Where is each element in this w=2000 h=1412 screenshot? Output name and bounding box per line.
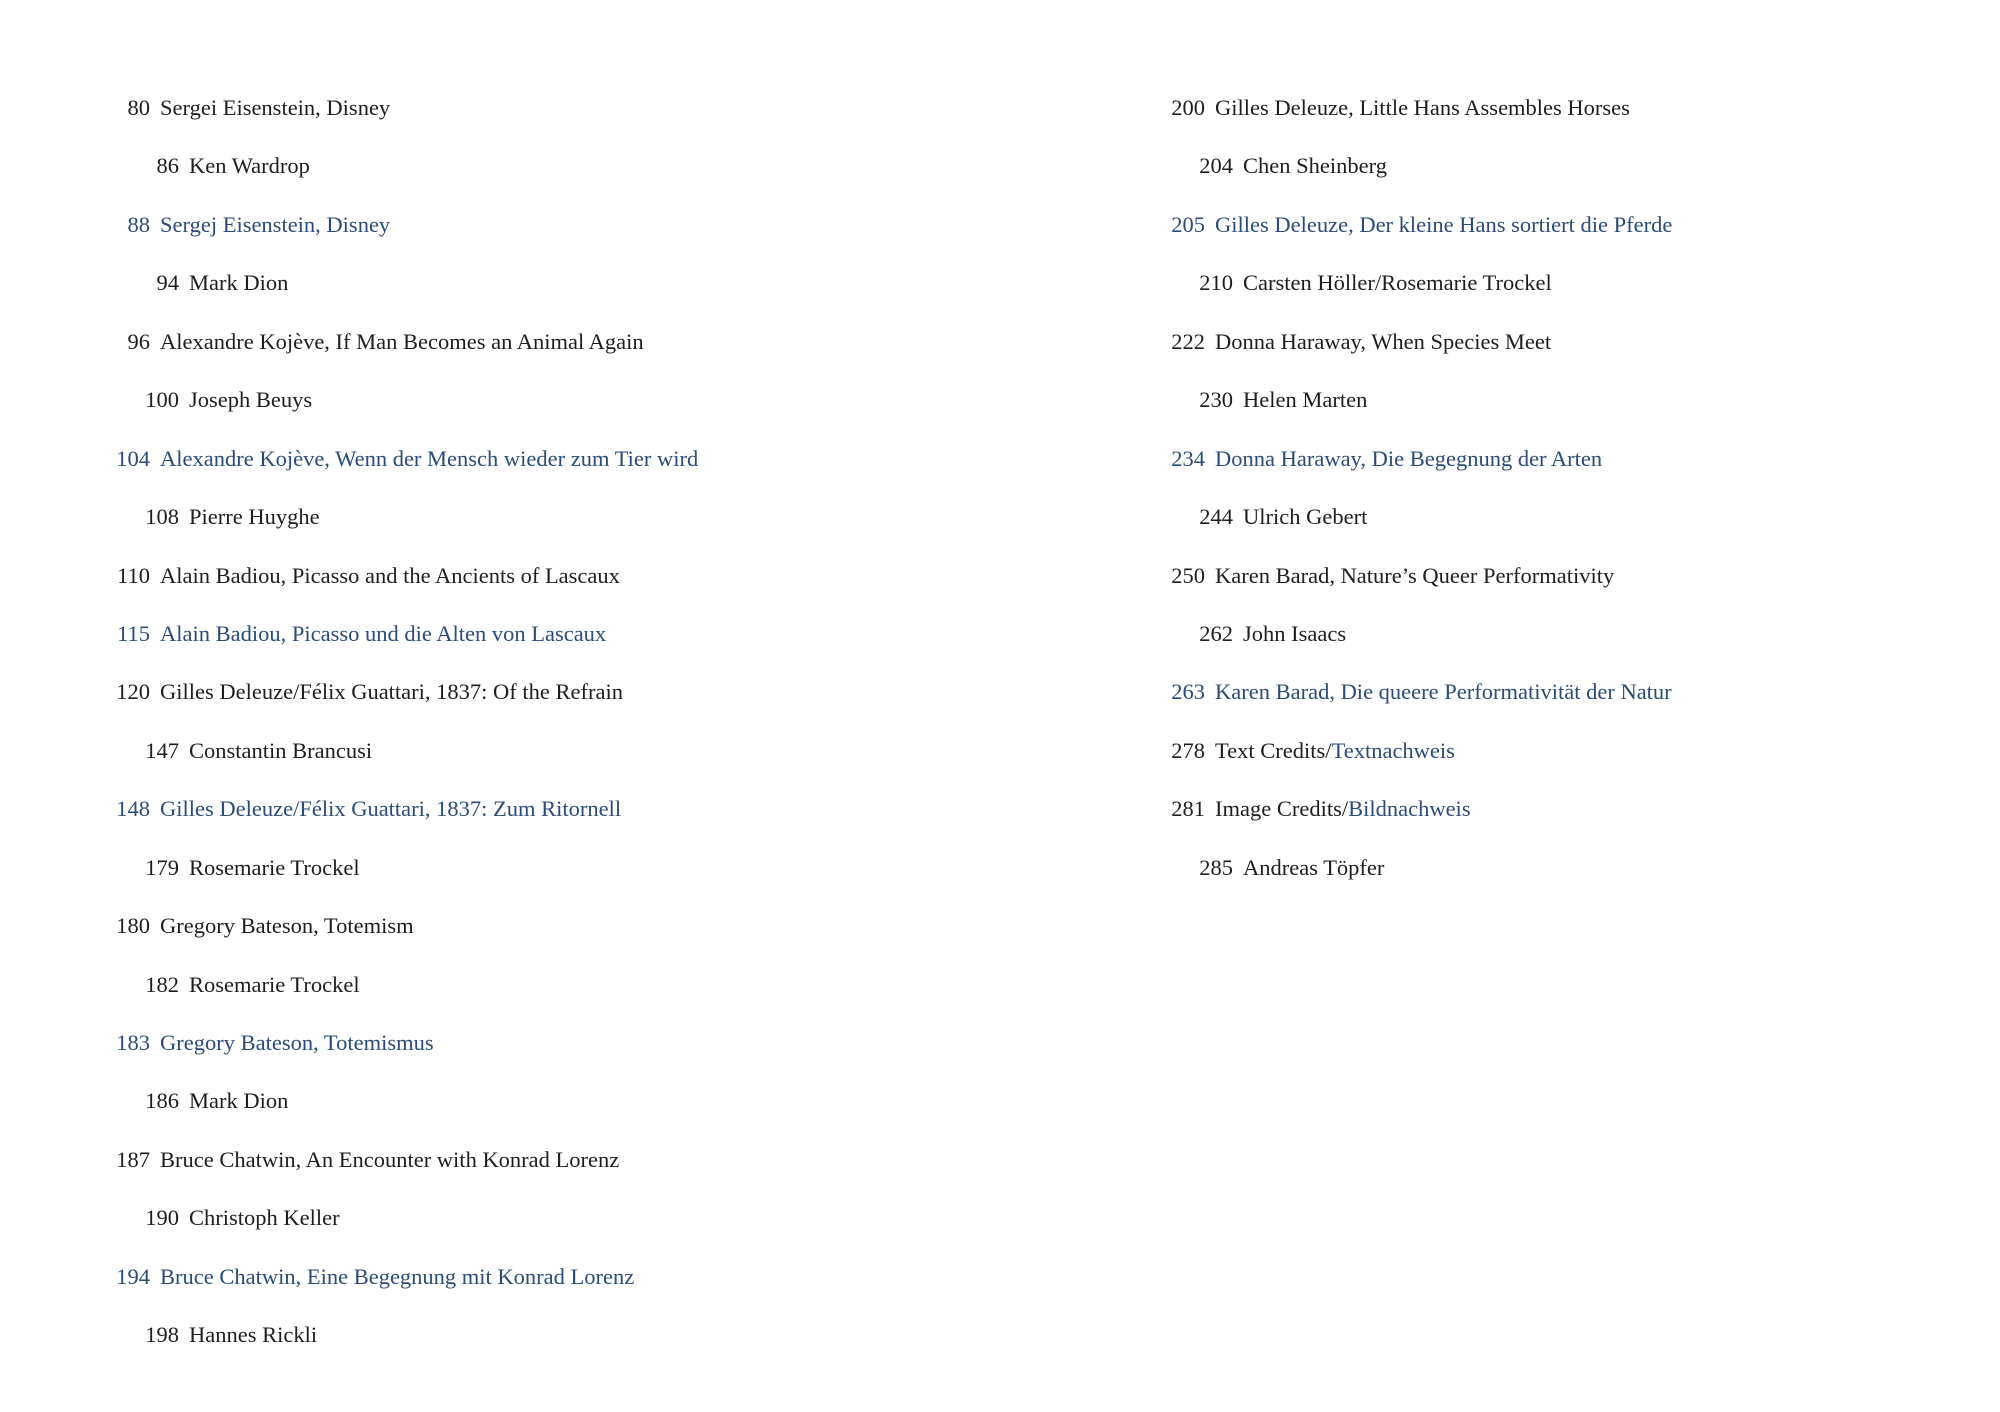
toc-entry-artist[interactable] — [60, 1198, 698, 1256]
toc-page-number: 194 — [116, 1263, 150, 1289]
toc-entry-text[interactable] — [60, 322, 698, 380]
toc-page-number: 120 — [116, 679, 150, 705]
toc-entry-artist[interactable] — [60, 731, 698, 789]
toc-title: Alexandre Kojève, Wenn der Mensch wieder zum Tier wird — [160, 445, 699, 471]
toc-title: Alain Badiou, Picasso and the Ancients of Lascaux — [160, 562, 620, 588]
toc-title: Christoph Keller — [189, 1205, 340, 1231]
toc-entry-text[interactable] — [1110, 88, 1672, 146]
toc-entry-text[interactable] — [60, 1023, 698, 1081]
toc-entry-text[interactable] — [60, 906, 698, 964]
toc-title: Joseph Beuys — [189, 387, 313, 413]
toc-left-column — [60, 88, 698, 1374]
toc-title: Andreas Töpfer — [1243, 854, 1385, 880]
toc-title: Hannes Rickli — [189, 1322, 318, 1348]
toc-page-number: 204 — [1199, 153, 1233, 179]
toc-title: Rosemarie Trockel — [189, 854, 360, 880]
toc-title: Gilles Deleuze/Félix Guattari, 1837: Of the Refrain — [160, 679, 623, 705]
toc-title: Gilles Deleuze/Félix Guattari, 1837: Zum Ritornell — [160, 796, 622, 822]
toc-title: Ken Wardrop — [189, 153, 310, 179]
toc-entry-artist[interactable] — [1110, 263, 1672, 321]
toc-title: Alexandre Kojève, If Man Becomes an Animal Again — [160, 328, 644, 354]
toc-title: Sergej Eisenstein, Disney — [160, 211, 391, 237]
toc-page-number: 148 — [116, 796, 150, 822]
toc-page-number: 147 — [145, 737, 179, 763]
toc-title: Rosemarie Trockel — [189, 971, 360, 997]
toc-entry-text[interactable] — [1110, 439, 1672, 497]
toc-page-number: 115 — [117, 620, 150, 646]
toc-page-number: 187 — [116, 1146, 150, 1172]
toc-entry-text[interactable] — [60, 672, 698, 730]
toc-title: Donna Haraway, When Species Meet — [1215, 328, 1552, 354]
toc-title-english: Text Credits/ — [1215, 737, 1332, 763]
toc-title-german: Bildnachweis — [1348, 796, 1471, 822]
toc-page-number: 222 — [1171, 328, 1205, 354]
toc-title: Mark Dion — [189, 270, 289, 296]
toc-page-number: 100 — [145, 387, 179, 413]
toc-entry-text[interactable] — [1110, 205, 1672, 263]
toc-entry-artist[interactable] — [60, 1315, 698, 1373]
toc-page-number: 108 — [145, 504, 179, 530]
toc-title: Gilles Deleuze, Little Hans Assembles Horses — [1215, 95, 1630, 120]
toc-title: Sergei Eisenstein, Disney — [160, 95, 391, 120]
toc-entry-text[interactable] — [60, 439, 698, 497]
toc-page-number: 210 — [1199, 270, 1233, 296]
toc-title: Gilles Deleuze, Der kleine Hans sortiert die Pferde — [1215, 211, 1673, 237]
toc-entry-artist[interactable] — [1110, 497, 1672, 555]
toc-title: Gregory Bateson, Totemism — [160, 913, 414, 939]
toc-title: Carsten Höller/Rosemarie Trockel — [1243, 270, 1552, 296]
toc-title: Donna Haraway, Die Begegnung der Arten — [1215, 445, 1603, 471]
toc-title: John Isaacs — [1243, 620, 1347, 646]
toc-page-number: 262 — [1199, 620, 1233, 646]
toc-title: Pierre Huyghe — [189, 504, 320, 530]
toc-entry-artist[interactable] — [60, 965, 698, 1023]
toc-entry-text[interactable] — [1110, 672, 1672, 730]
toc-page-number: 230 — [1199, 387, 1233, 413]
toc-entry-artist[interactable] — [1110, 848, 1672, 906]
toc-entry-artist[interactable] — [1110, 614, 1672, 672]
toc-page-number: 182 — [145, 971, 179, 997]
toc-entry-text[interactable] — [60, 88, 698, 146]
toc-entry-text[interactable] — [60, 789, 698, 847]
toc-title: Gregory Bateson, Totemismus — [160, 1030, 434, 1055]
toc-entry-text[interactable] — [1110, 731, 1672, 789]
toc-page-number: 281 — [1171, 796, 1205, 822]
toc-title: Karen Barad, Die queere Performativität der Natur — [1215, 679, 1672, 705]
toc-page-number: 186 — [145, 1088, 179, 1114]
toc-page-number: 104 — [116, 445, 150, 471]
toc-title: Alain Badiou, Picasso und die Alten von Lascaux — [160, 620, 607, 646]
toc-title: Mark Dion — [189, 1088, 289, 1114]
toc-page-number: 88 — [127, 211, 150, 237]
toc-page-number: 250 — [1171, 562, 1205, 588]
toc-title: Ulrich Gebert — [1243, 504, 1368, 530]
toc-right-column — [1110, 88, 1672, 906]
toc-entry-artist[interactable] — [60, 146, 698, 204]
toc-page-number: 205 — [1171, 211, 1205, 237]
toc-title: Helen Marten — [1243, 387, 1368, 413]
toc-entry-text[interactable] — [60, 614, 698, 672]
toc-title-german: Textnachweis — [1331, 737, 1455, 763]
toc-entry-artist[interactable] — [60, 848, 698, 906]
toc-entry-artist[interactable] — [1110, 380, 1672, 438]
toc-title: Bruce Chatwin, An Encounter with Konrad Lorenz — [160, 1146, 620, 1172]
toc-page-number: 96 — [127, 328, 150, 354]
toc-page-number: 200 — [1171, 95, 1205, 120]
toc-entry-text[interactable] — [60, 1257, 698, 1315]
toc-page-number: 190 — [145, 1205, 179, 1231]
toc-page-number: 86 — [156, 153, 179, 179]
toc-entry-artist[interactable] — [60, 263, 698, 321]
toc-entry-text[interactable] — [1110, 556, 1672, 614]
toc-page-number: 198 — [145, 1322, 179, 1348]
toc-page-number: 80 — [127, 95, 150, 120]
toc-entry-text[interactable] — [60, 1140, 698, 1198]
toc-title: Constantin Brancusi — [189, 737, 373, 763]
toc-entry-text[interactable] — [60, 205, 698, 263]
toc-title — [1205, 789, 1471, 829]
toc-page-number: 285 — [1199, 854, 1233, 880]
toc-page-number: 278 — [1171, 737, 1205, 763]
toc-title-english: Image Credits/ — [1215, 796, 1349, 822]
toc-entry-artist[interactable] — [60, 380, 698, 438]
toc-entry-artist[interactable] — [1110, 146, 1672, 204]
toc-page-number: 179 — [145, 854, 179, 880]
toc-title — [1205, 731, 1455, 771]
toc-page-number: 263 — [1171, 679, 1205, 705]
toc-entry-text[interactable] — [1110, 789, 1672, 847]
toc-entry-text[interactable] — [60, 556, 698, 614]
toc-page-number: 94 — [156, 270, 179, 296]
toc-page-number: 180 — [116, 913, 150, 939]
toc-entry-artist[interactable] — [60, 1081, 698, 1139]
toc-page-number: 183 — [116, 1030, 150, 1055]
toc-entry-text[interactable] — [1110, 322, 1672, 380]
toc-title: Karen Barad, Nature’s Queer Performativity — [1215, 562, 1615, 588]
toc-title: Bruce Chatwin, Eine Begegnung mit Konrad Lorenz — [160, 1263, 635, 1289]
toc-title: Chen Sheinberg — [1243, 153, 1387, 179]
toc-page-number: 234 — [1171, 445, 1205, 471]
toc-page-number: 110 — [117, 562, 150, 588]
toc-entry-artist[interactable] — [60, 497, 698, 555]
toc-page-number: 244 — [1199, 504, 1233, 530]
